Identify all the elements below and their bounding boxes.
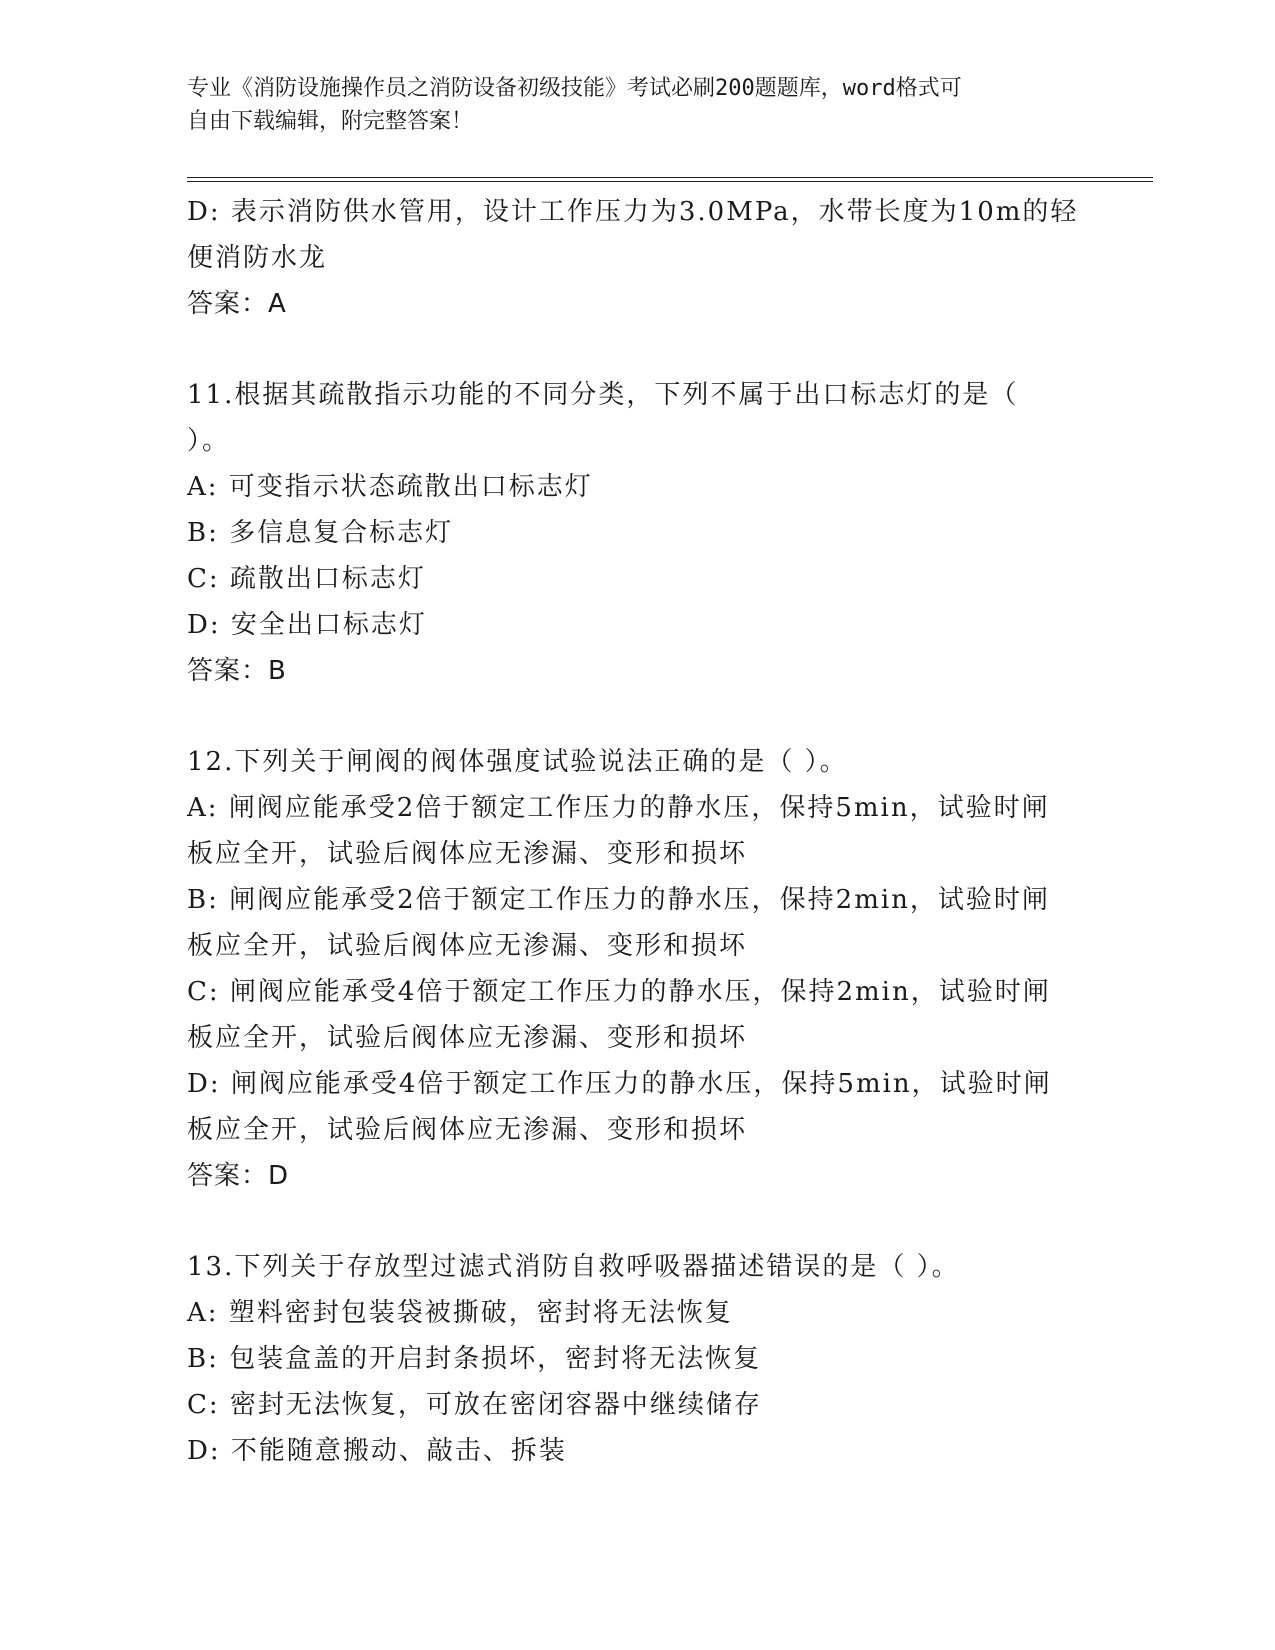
q10-answer: 答案：A (187, 289, 287, 319)
q12-option-c-line-2: 板应全开，试验后阀体应无渗漏、变形和损坏 (187, 1023, 748, 1053)
q12-option-d-line-2: 板应全开，试验后阀体应无渗漏、变形和损坏 (187, 1115, 748, 1145)
q13-option-b: B: 包装盒盖的开启封条损坏，密封将无法恢复 (187, 1344, 762, 1374)
q11-option-c: C: 疏散出口标志灯 (187, 564, 426, 594)
q11-option-b: B: 多信息复合标志灯 (187, 518, 454, 548)
q12-option-a-line-1: A: 闸阀应能承受2倍于额定工作压力的静水压，保持5min，试验时闸 (187, 793, 1050, 823)
question-10 (187, 189, 1087, 327)
q11-stem-line-2: ）。 (187, 426, 231, 456)
q13-option-c: C: 密封无法恢复，可放在密闭容器中继续储存 (187, 1390, 762, 1420)
q11-answer: 答案：B (187, 656, 287, 686)
header-divider-bottom (187, 181, 1153, 182)
q13-stem: 13.下列关于存放型过滤式消防自救呼吸器描述错误的是（ ）。 (187, 1252, 960, 1282)
q12-option-b-line-2: 板应全开，试验后阀体应无渗漏、变形和损坏 (187, 931, 748, 961)
question-12 (187, 739, 1087, 1199)
q12-option-d-line-1: D: 闸阀应能承受4倍于额定工作压力的静水压，保持5min，试验时闸 (187, 1069, 1052, 1099)
q10-option-d-line-2: 便消防水龙 (187, 243, 328, 273)
q13-option-a: A: 塑料密封包装袋被撕破，密封将无法恢复 (187, 1298, 733, 1328)
q11-option-a: A: 可变指示状态疏散出口标志灯 (187, 472, 593, 502)
document-header (187, 72, 1087, 138)
spacer (187, 1199, 1087, 1244)
q10-option-d-line-1: D: 表示消防供水管用，设计工作压力为3.0MPa，水带长度为10m的轻 (187, 197, 1079, 227)
q11-stem-line-1: 11.根据其疏散指示功能的不同分类，下列不属于出口标志灯的是（ (187, 380, 1019, 410)
q12-stem: 12.下列关于闸阀的阀体强度试验说法正确的是（ ）。 (187, 747, 848, 777)
q12-option-b-line-1: B: 闸阀应能承受2倍于额定工作压力的静水压，保持2min，试验时闸 (187, 885, 1050, 915)
spacer (187, 327, 1087, 372)
q12-answer: 答案：D (187, 1161, 290, 1191)
spacer (187, 694, 1087, 739)
question-11 (187, 372, 1087, 694)
q13-option-d: D: 不能随意搬动、敲击、拆装 (187, 1436, 567, 1466)
header-divider-top (187, 177, 1153, 178)
q12-option-a-line-2: 板应全开，试验后阀体应无渗漏、变形和损坏 (187, 839, 748, 869)
question-13 (187, 1244, 1087, 1474)
q11-option-d: D: 安全出口标志灯 (187, 610, 427, 640)
header-line-2: 自由下载编辑，附完整答案！ (187, 109, 474, 134)
q12-option-c-line-1: C: 闸阀应能承受4倍于额定工作压力的静水压，保持2min，试验时闸 (187, 977, 1051, 1007)
header-line-1: 专业《消防设施操作员之消防设备初级技能》考试必刷200题题库，word格式可 (187, 76, 962, 101)
document-body (187, 189, 1087, 1474)
